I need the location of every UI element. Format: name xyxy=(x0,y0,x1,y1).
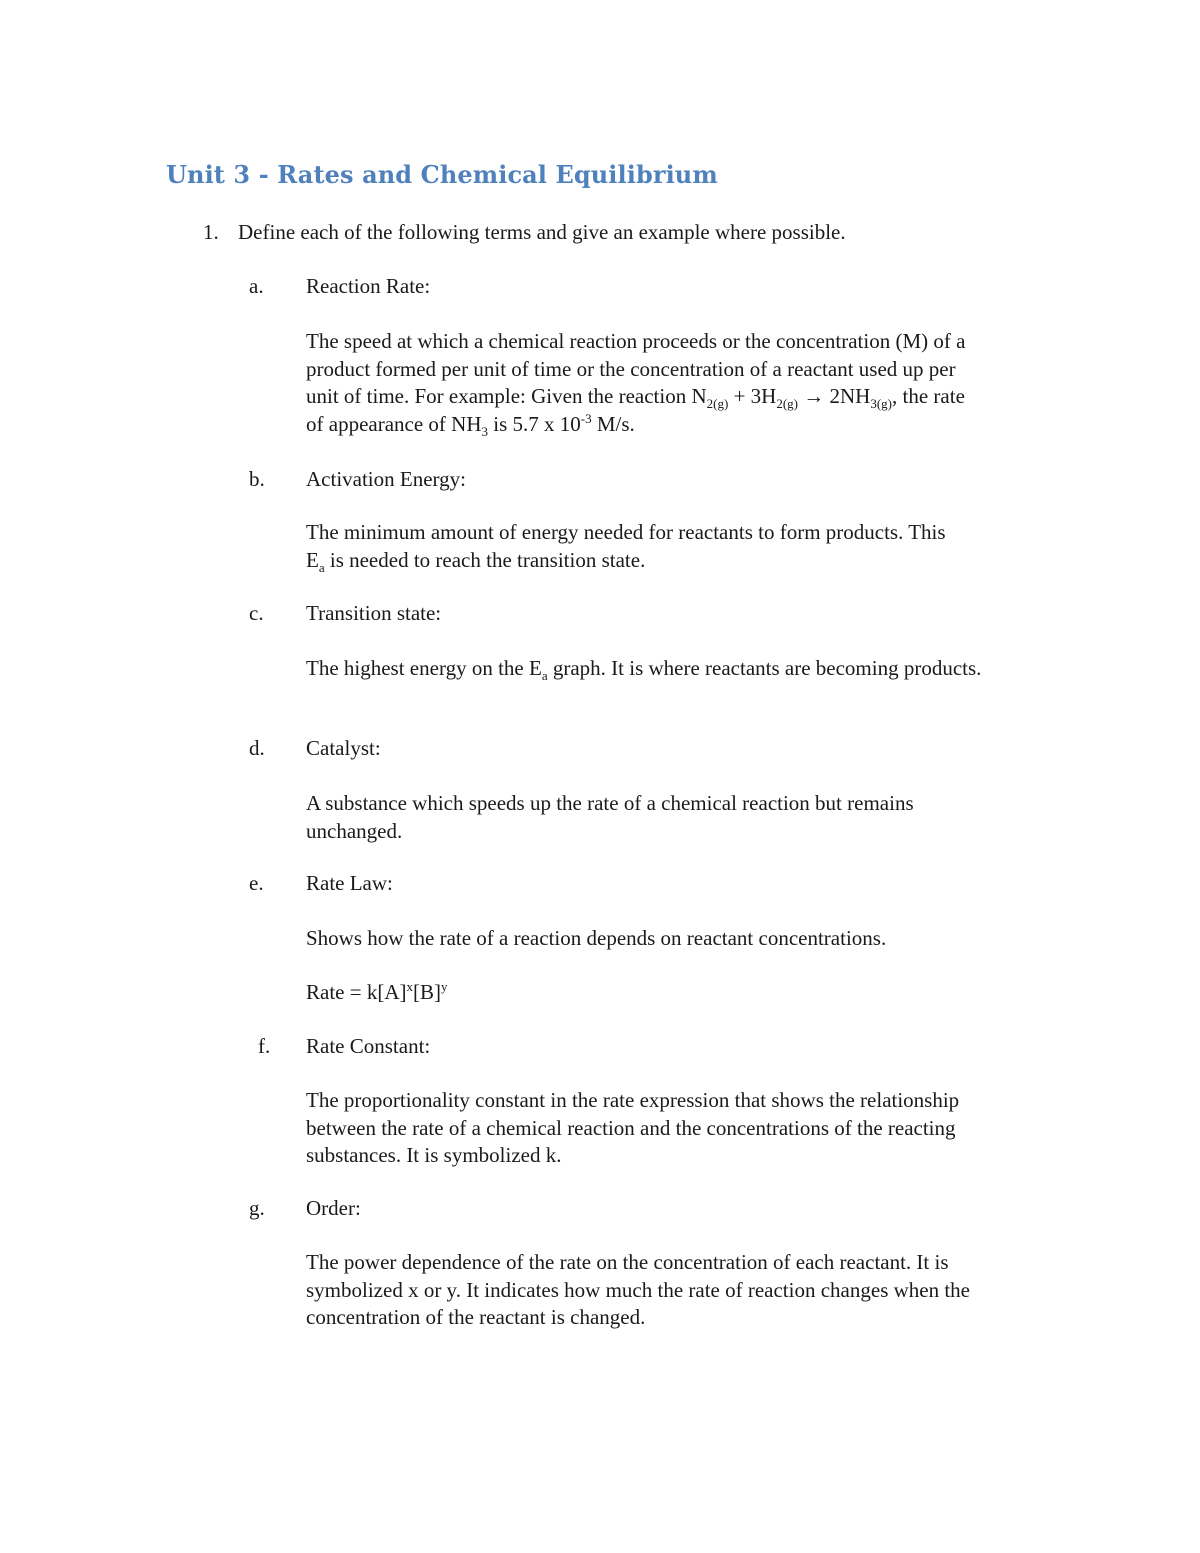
definition-transition-state: The highest energy on the $E_a$ graph. It is where reactants are becoming products. xyxy=(306,656,982,684)
term-catalyst: Catalyst: xyxy=(306,736,381,760)
term-rate-constant: Rate Constant: xyxy=(306,1034,431,1058)
def-line: $E_a$ is needed to reach the transition state. xyxy=(306,547,646,575)
def-line: The speed at which a chemical reaction proceeds or the concentration (M) of a xyxy=(306,329,966,353)
term-letter-f: f. xyxy=(258,1034,271,1058)
term-letter-e: e. xyxy=(249,871,264,895)
definition-catalyst: A substance which speeds up the rate of a chemical reaction but remains unchanged. xyxy=(306,791,914,843)
def-line: The minimum amount of energy needed for reactants to form products. This xyxy=(306,520,946,544)
def-line: unit of time. For example: Given the reaction $N_{2(g)} + 3H_{2(g)} \to 2NH_{3(g)}$, the rate xyxy=(306,384,965,412)
term-transition-state: Transition state: xyxy=(306,601,442,625)
term-activation-energy: Activation Energy: xyxy=(306,467,466,491)
definition-rate-constant: The proportionality constant in the rate expression that shows the relationship between the rate of a chemical reaction and the concentrations of the reacting substances. It is symbolized k. xyxy=(306,1088,960,1167)
def-line: product formed per unit of time or the concentration of a reactant used up per xyxy=(306,356,956,381)
definition-reaction-rate xyxy=(306,328,1066,438)
definition-order: The power dependence of the rate on the concentration of each reactant. It is symbolized x or y. It indicates how much the rate of reaction changes when the concentration of the reactant is changed. xyxy=(306,1250,971,1329)
term-rate-law: Rate Law: xyxy=(306,871,393,895)
term-reaction-rate: Reaction Rate: xyxy=(306,274,431,298)
page-title: Unit 3 - Rates and Chemical Equilibrium xyxy=(166,160,718,189)
def-line: of appearance of $NH_3$ is 5.7 x $10^{-3}$ M/s. xyxy=(306,410,635,439)
term-letter-c: c. xyxy=(249,601,264,625)
question-text: Define each of the following terms and give an example where possible. xyxy=(238,220,846,244)
term-letter-g: g. xyxy=(249,1196,265,1220)
term-letter-b: b. xyxy=(249,467,265,491)
term-order: Order: xyxy=(306,1196,361,1220)
question-number: 1. xyxy=(203,220,219,244)
term-letter-d: d. xyxy=(249,736,265,760)
definition-activation-energy xyxy=(306,519,1066,574)
rate-law-equation: Rate = $k[A]^x[B]^y$ xyxy=(306,979,448,1004)
definition-rate-law: Shows how the rate of a reaction depends on reactant concentrations. xyxy=(306,926,887,950)
term-letter-a: a. xyxy=(249,274,264,298)
